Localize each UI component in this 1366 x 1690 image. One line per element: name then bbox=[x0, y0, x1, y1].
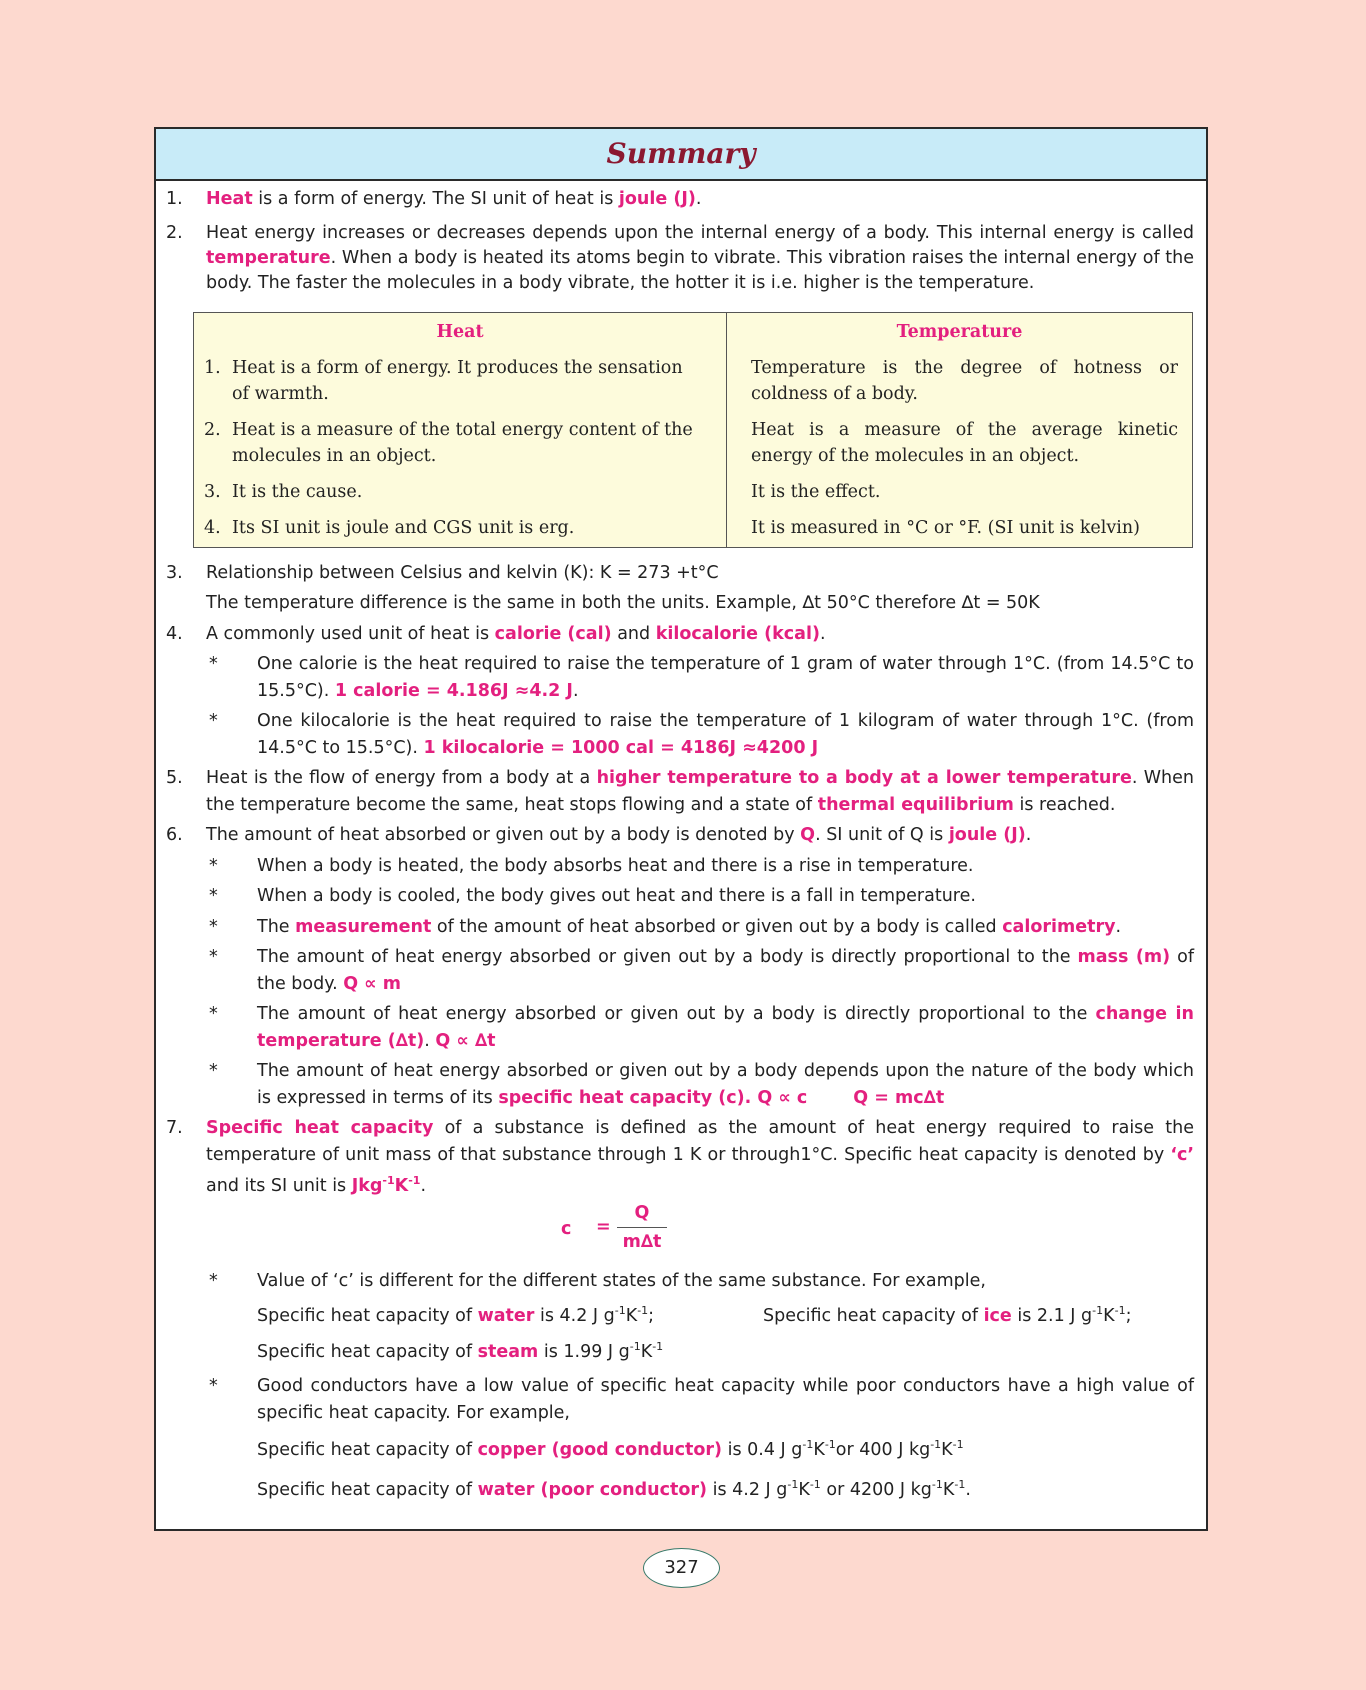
superscript: -1 bbox=[614, 1304, 626, 1317]
heat-row bbox=[204, 515, 704, 541]
text: and its SI unit is bbox=[206, 1176, 352, 1196]
text: The amount of heat energy absorbed or given out by a body depends upon the nature of the body which is expressed in terms of its bbox=[257, 1061, 1194, 1108]
point-3 bbox=[166, 560, 1194, 617]
unit-k: K bbox=[394, 1176, 409, 1196]
text: and bbox=[611, 623, 656, 644]
row-text: It is the cause. bbox=[232, 481, 363, 502]
summary-title-bar bbox=[156, 129, 1206, 181]
text: When a body is heated, the body absorbs heat and there is a rise in temperature. bbox=[257, 855, 974, 876]
ice-text bbox=[763, 1298, 1131, 1330]
point-number: 7. bbox=[166, 1118, 183, 1138]
text: is 1.99 J g bbox=[538, 1341, 630, 1362]
term-specific-heat-capacity: Specific heat capacity bbox=[206, 1118, 434, 1138]
superscript: -1 bbox=[629, 1339, 641, 1353]
formula-denominator: m∆t bbox=[622, 1231, 662, 1252]
point-number: 4. bbox=[166, 623, 183, 644]
bullet-star: * bbox=[209, 1004, 218, 1024]
term-kilocalorie: kilocalorie (kcal) bbox=[655, 623, 820, 644]
point-1 bbox=[166, 186, 1194, 213]
page-number: 327 bbox=[643, 1548, 720, 1588]
bullet bbox=[166, 914, 1194, 941]
text: Specific heat capacity of bbox=[763, 1306, 984, 1326]
bullet bbox=[166, 883, 1194, 910]
heat-column-header: Heat bbox=[194, 312, 727, 345]
text: . When a body is heated its atoms begin to vibrate. This vibration raises the internal energy of the body. The faster the molecules in a body vibrate, the hotter it is i.e. higher is the temperature. bbox=[206, 247, 1194, 293]
superscript: -1 bbox=[809, 1477, 821, 1491]
heat-row bbox=[204, 479, 704, 505]
text: is 4.2 J g bbox=[707, 1479, 788, 1500]
text: . When the temperature become the same, heat stops flowing and a state of bbox=[206, 768, 1195, 815]
text: . bbox=[572, 680, 579, 701]
bullet bbox=[166, 708, 1194, 761]
point-number: 6. bbox=[166, 825, 183, 845]
row-text: Heat is a measure of the total energy content of the molecules in an object. bbox=[232, 419, 693, 466]
superscript: -1 bbox=[930, 1438, 942, 1451]
text: ; bbox=[648, 1306, 655, 1326]
superscript: -1 bbox=[787, 1477, 799, 1491]
formula-q-prop-dt: Q ∝ ∆t bbox=[435, 1030, 496, 1051]
bullet-star: * bbox=[209, 654, 218, 674]
text: . bbox=[1025, 825, 1032, 845]
unit-jkg: Jkg bbox=[351, 1176, 383, 1196]
heat-row bbox=[204, 355, 704, 407]
term-water-poor-conductor: water (poor conductor) bbox=[477, 1479, 708, 1500]
bullet bbox=[166, 1268, 1194, 1366]
text: of the body. bbox=[257, 947, 1195, 994]
term-measurement: measurement bbox=[295, 916, 432, 937]
heat-row bbox=[204, 417, 704, 469]
text: The amount of heat energy absorbed or given out by a body is directly proportional to the bbox=[257, 1004, 1096, 1024]
point-number: 5. bbox=[166, 768, 183, 788]
text: Specific heat capacity of bbox=[257, 1479, 478, 1500]
superscript: -1 bbox=[408, 1174, 421, 1187]
text: Specific heat capacity of bbox=[257, 1306, 478, 1326]
text: . bbox=[1115, 916, 1122, 937]
point-7 bbox=[166, 1115, 1194, 1200]
term-steam: steam bbox=[477, 1341, 539, 1362]
term-q: Q bbox=[800, 825, 816, 845]
term-ice: ice bbox=[983, 1306, 1012, 1326]
text: One calorie is the heat required to raise the temperature of 1 gram of water through 1°C. (from 14.5°C to 15.5°C). bbox=[257, 654, 1194, 701]
temperature-column-header: Temperature bbox=[727, 312, 1193, 345]
temperature-row: Heat is a measure of the average kinetic energy of the molecules in an object. bbox=[751, 419, 1178, 466]
bullet bbox=[166, 944, 1194, 997]
term-calorie: calorie (cal) bbox=[494, 623, 612, 644]
term-joule: joule (J) bbox=[618, 189, 696, 209]
text: . bbox=[965, 1479, 971, 1500]
bullet-star: * bbox=[209, 1061, 218, 1081]
point-2 bbox=[166, 221, 1194, 296]
superscript: -1 bbox=[1092, 1304, 1104, 1317]
text: The amount of heat energy absorbed or given out by a body is directly proportional to the bbox=[257, 947, 1078, 967]
text: or 4200 J kg bbox=[820, 1479, 932, 1500]
point-6 bbox=[166, 822, 1194, 849]
summary-box bbox=[154, 127, 1208, 1531]
superscript: -1 bbox=[637, 1304, 649, 1317]
text: . bbox=[819, 623, 826, 644]
point-4 bbox=[166, 621, 1194, 648]
summary-title: Summary bbox=[606, 137, 756, 170]
bullet-star: * bbox=[209, 886, 218, 906]
text: Relationship between Celsius and kelvin (K): K = 273 +t°C bbox=[206, 562, 719, 583]
text: When a body is cooled, the body gives out heat and there is a fall in temperature. bbox=[257, 886, 976, 906]
text: of a substance is defined as the amount of heat energy required to raise the temperature of unit mass of that substance through 1 K or through1°C. Specific heat capacity is denoted by bbox=[206, 1118, 1194, 1165]
point-number: 1. bbox=[166, 189, 183, 209]
text: The amount of heat absorbed or given out by a body is denoted by bbox=[206, 825, 801, 845]
text: The bbox=[257, 916, 296, 937]
text: A commonly used unit of heat is bbox=[206, 623, 495, 644]
text: . SI unit of Q is bbox=[815, 825, 949, 845]
unit-k: K bbox=[941, 1440, 953, 1460]
superscript: -1 bbox=[824, 1438, 836, 1451]
row-text: Heat is a form of energy. It produces the sensation of warmth. bbox=[232, 357, 683, 404]
temperature-row: It is the effect. bbox=[751, 481, 881, 502]
text: Specific heat capacity of bbox=[257, 1440, 478, 1460]
formula-equals: = bbox=[596, 1216, 611, 1237]
copper-line bbox=[257, 1432, 1194, 1464]
term-joule: joule (J) bbox=[948, 825, 1026, 845]
text: Heat energy increases or decreases depends upon the internal energy of a body. This internal energy is called bbox=[206, 222, 1194, 243]
temperature-column bbox=[727, 345, 1193, 548]
bullet bbox=[166, 1058, 1194, 1111]
term-calorimetry: calorimetry bbox=[1002, 916, 1116, 937]
term-thermal-equilibrium: thermal equilibrium bbox=[817, 794, 1014, 815]
text: is 0.4 J g bbox=[722, 1440, 803, 1460]
row-number: 1. bbox=[204, 357, 221, 378]
bullet-star: * bbox=[209, 947, 218, 967]
term-mass: mass (m) bbox=[1077, 947, 1171, 967]
water-ice-line bbox=[257, 1298, 1194, 1330]
formula-c: c bbox=[561, 1218, 572, 1239]
heat-vs-temperature-table bbox=[193, 312, 1193, 548]
bullet-star: * bbox=[209, 855, 218, 876]
text: ; bbox=[1125, 1306, 1132, 1326]
superscript: -1 bbox=[954, 1477, 966, 1491]
bullet-star: * bbox=[209, 1376, 218, 1396]
fraction-bar bbox=[617, 1227, 667, 1228]
bullet bbox=[166, 1373, 1194, 1503]
text: The temperature difference is the same in both the units. Example, ∆t 50°C therefore ∆t = 50K bbox=[206, 593, 1040, 613]
unit-k: K bbox=[798, 1479, 810, 1500]
text: Value of ‘c’ is different for the different states of the same substance. For example, bbox=[257, 1270, 986, 1291]
text: Heat is the flow of energy from a body at a bbox=[206, 768, 597, 788]
unit-k: K bbox=[625, 1306, 638, 1326]
heat-column bbox=[194, 345, 727, 548]
text: . bbox=[420, 1176, 427, 1196]
point-5 bbox=[166, 765, 1194, 818]
specific-heat-formula bbox=[166, 1200, 1194, 1260]
formula-q-prop-m: Q ∝ m bbox=[343, 973, 401, 994]
row-text: Its SI unit is joule and CGS unit is erg. bbox=[232, 517, 575, 538]
row-number: 2. bbox=[204, 419, 221, 440]
text: is 2.1 J g bbox=[1011, 1306, 1093, 1326]
bullet-star: * bbox=[209, 916, 218, 937]
superscript: -1 bbox=[382, 1174, 395, 1187]
term-specific-heat-capacity: specific heat capacity (c). Q ∝ c bbox=[498, 1087, 808, 1108]
superscript: -1 bbox=[952, 1438, 964, 1451]
term-water: water bbox=[477, 1306, 535, 1326]
term-c: ‘c’ bbox=[1170, 1144, 1194, 1165]
text: of the amount of heat absorbed or given out by a body is called bbox=[431, 916, 1003, 937]
point-number: 2. bbox=[166, 222, 183, 243]
text: Specific heat capacity of bbox=[257, 1341, 478, 1362]
superscript: -1 bbox=[652, 1339, 664, 1353]
formula-q-mcdt: Q = mc∆t bbox=[853, 1087, 945, 1108]
unit-k: K bbox=[942, 1479, 955, 1500]
superscript: -1 bbox=[931, 1477, 943, 1491]
temperature-row: It is measured in °C or °F. (SI unit is kelvin) bbox=[751, 517, 1140, 538]
bullet-star: * bbox=[209, 1270, 218, 1291]
unit-k: K bbox=[813, 1440, 825, 1460]
text: One kilocalorie is the heat required to raise the temperature of 1 kilogram of water through 1°C. (from 14.5°C to 15.5°C). bbox=[257, 711, 1194, 758]
term-change-in-temperature: change in temperature (∆t) bbox=[257, 1004, 1194, 1051]
term-copper: copper (good conductor) bbox=[477, 1440, 723, 1460]
unit-k: K bbox=[1103, 1306, 1115, 1326]
superscript: -1 bbox=[1114, 1304, 1126, 1317]
text: is a form of energy. The SI unit of heat is bbox=[252, 189, 619, 209]
bullet bbox=[166, 853, 1194, 880]
row-number: 3. bbox=[204, 481, 221, 502]
highlight: higher temperature to a body at a lower temperature bbox=[596, 768, 1132, 788]
water-conductor-line bbox=[257, 1472, 1194, 1504]
text: is 4.2 J g bbox=[534, 1306, 615, 1326]
term-temperature: temperature bbox=[206, 247, 331, 268]
superscript: -1 bbox=[802, 1438, 814, 1451]
highlight: 1 kilocalorie = 1000 cal = 4186J ≈4200 J bbox=[423, 737, 819, 758]
text: . bbox=[424, 1030, 436, 1051]
highlight: 1 calorie = 4.186J ≈4.2 J bbox=[334, 680, 573, 701]
text: is reached. bbox=[1013, 794, 1116, 815]
text: . bbox=[695, 189, 702, 209]
bullet bbox=[166, 1001, 1194, 1054]
point-number: 3. bbox=[166, 562, 183, 583]
temperature-row: Temperature is the degree of hotness or coldness of a body. bbox=[751, 357, 1178, 404]
formula-numerator: Q bbox=[634, 1202, 650, 1223]
bullet-star: * bbox=[209, 711, 218, 731]
unit-k: K bbox=[640, 1341, 653, 1362]
bullet bbox=[166, 651, 1194, 704]
row-number: 4. bbox=[204, 517, 221, 538]
text: or 400 J kg bbox=[835, 1440, 931, 1460]
term-heat: Heat bbox=[206, 189, 253, 209]
steam-line bbox=[257, 1334, 1194, 1366]
text: Good conductors have a low value of specific heat capacity while poor conductors have a high value of specific heat capacity. For example, bbox=[257, 1376, 1194, 1423]
summary-content bbox=[156, 186, 1206, 1503]
